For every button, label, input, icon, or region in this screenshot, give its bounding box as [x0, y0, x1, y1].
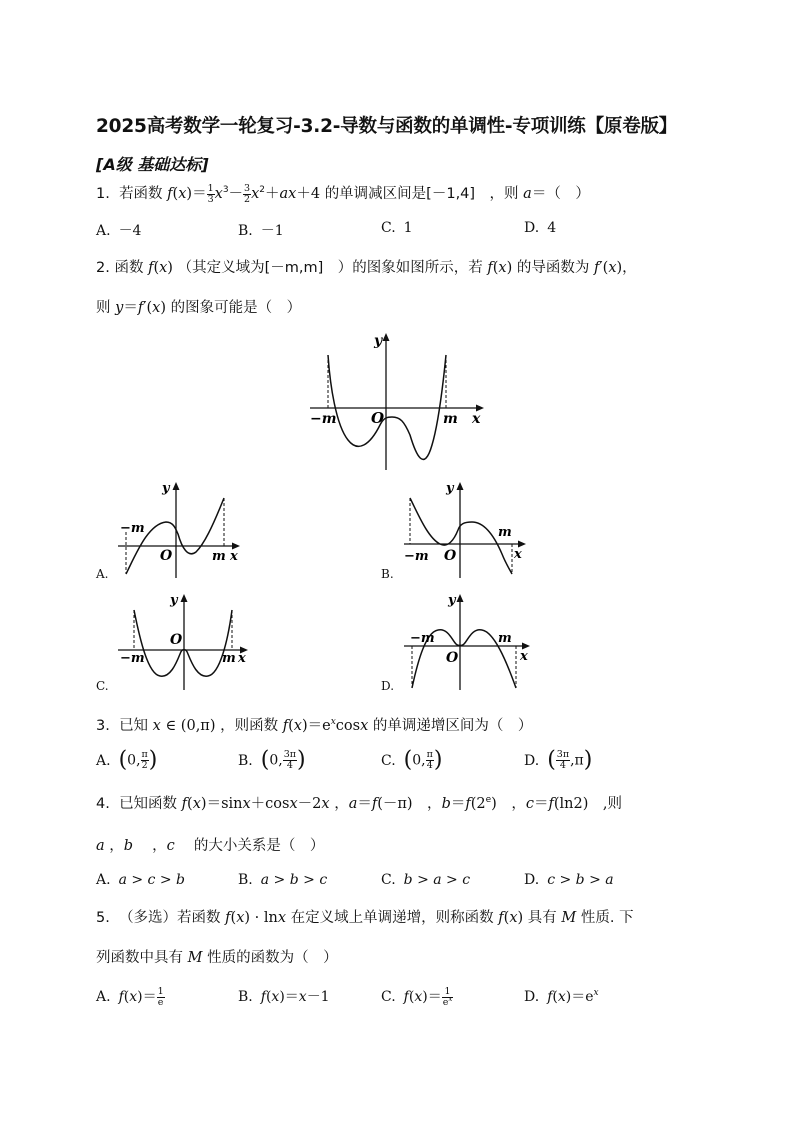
svg-text:y: y [448, 593, 456, 608]
q1-pre: 若函数 [119, 186, 163, 202]
q4-option-a[interactable]: A. a > c > b [96, 872, 185, 888]
svg-text:−m: −m [120, 651, 145, 666]
svg-text:O: O [170, 632, 183, 648]
q2-option-b-label[interactable]: B. [381, 567, 394, 581]
q1-option-a[interactable]: A. －4 [96, 223, 142, 239]
q2-option-d-label[interactable]: D. [381, 679, 395, 693]
q2-option-c-graph[interactable] [112, 590, 252, 694]
svg-text:−m: −m [310, 411, 337, 427]
q1-option-c[interactable]: C. 1 [381, 220, 413, 236]
svg-text:m: m [498, 631, 512, 646]
question-2-line-1: 2. 函数 f(x) （其定义域为[－m,m] ）的图象如图所示，若 f(x) 的导函数为 f′(x)， [96, 260, 637, 276]
svg-text:y: y [374, 333, 383, 349]
q1-option-b[interactable]: B. －1 [238, 223, 284, 239]
q3-option-d[interactable]: D. ( $\frac{3\pi}{4}$ ,π) [524, 747, 593, 773]
q4-option-c[interactable]: C. b > a > c [381, 872, 471, 888]
q4-option-d[interactable]: D. c > b > a [524, 872, 614, 888]
question-3: 3. 已知 x ∈ (0,π) ，则函数 $f(x)=e^x\cos x$ 的单调递增区间为（ ） [96, 717, 533, 734]
q2-option-c-label[interactable]: C. [96, 679, 109, 693]
question-4-line-2: a ，b ，c 的大小关系是（ ） [96, 838, 325, 854]
svg-text:m: m [443, 411, 458, 427]
svg-text:x: x [520, 649, 528, 664]
svg-text:O: O [444, 548, 457, 564]
question-1: 1. 若函数 f(x)＝ $\frac{1}{3}$ $x^3-$ $\frac{3}{2}$ $x^2+ax+4$ 的单调减区间是[－1,4] ，则 a＝（ ） [96, 182, 590, 205]
q1-option-d[interactable]: D. 4 [524, 220, 557, 236]
q5-option-c[interactable]: C. f(x)＝ $\frac{1}{e^x}$ [381, 985, 453, 1008]
q2-main-graph [300, 325, 500, 475]
q1-post: 的单调减区间是[－1,4] ，则 [324, 186, 519, 202]
svg-text:O: O [371, 409, 385, 427]
q2-option-a-label[interactable]: A. [96, 567, 109, 581]
svg-text:−m: −m [410, 631, 435, 646]
svg-text:m: m [222, 651, 236, 666]
q3-option-b[interactable]: B. (0, $\frac{3\pi}{4}$ ) [238, 747, 306, 773]
svg-text:y: y [162, 481, 170, 496]
section-heading: [A级 基础达标] [96, 155, 209, 174]
svg-text:x: x [230, 549, 238, 564]
q1-number: 1. [96, 186, 110, 202]
svg-text:x: x [238, 651, 246, 666]
q3-option-a[interactable]: A. (0, $\frac{\pi}{2}$ ) [96, 747, 158, 773]
q5-option-b[interactable]: B. f(x)＝x－1 [238, 989, 330, 1005]
q5-option-d[interactable]: D. $f(x)=e^x$ [524, 988, 599, 1005]
svg-text:y: y [170, 593, 178, 608]
svg-text:x: x [514, 547, 522, 562]
question-4-line-1: 4. 已知函数 f(x)＝sinx＋cosx－2x ，a＝f(－π) ，$b=f(2^e)$ ，c＝f(ln2) ,则 [96, 795, 622, 812]
q4-option-b[interactable]: B. a > b > c [238, 872, 328, 888]
q5-option-a[interactable]: A. f(x)＝ $\frac{1}{e}$ [96, 985, 164, 1008]
question-5-line-1: 5. （多选）若函数 f(x) · lnx 在定义域上单调递增，则称函数 f(x) 具有 M 性质. 下 [96, 910, 634, 926]
q3-option-c[interactable]: C. (0, $\frac{\pi}{4}$ ) [381, 747, 443, 773]
svg-text:O: O [160, 548, 173, 564]
svg-text:m: m [498, 525, 512, 540]
q2-option-a-graph[interactable] [112, 478, 252, 582]
svg-text:y: y [446, 481, 454, 496]
question-5-line-2: 列函数中具有 M 性质的函数为（ ） [96, 950, 338, 966]
svg-text:−m: −m [404, 549, 429, 564]
svg-text:O: O [446, 650, 459, 666]
question-2-line-2: 则 y＝f′(x) 的图象可能是（ ） [96, 300, 302, 316]
svg-text:x: x [472, 411, 481, 427]
q1-tail: ＝（ ） [531, 186, 590, 202]
page-title: 2025高考数学一轮复习-3.2-导数与函数的单调性-专项训练【原卷版】 [96, 116, 678, 137]
q2-option-b-graph[interactable] [398, 478, 538, 582]
q2-option-d-graph[interactable] [398, 590, 538, 694]
svg-text:m: m [212, 549, 226, 564]
svg-text:−m: −m [120, 521, 145, 536]
